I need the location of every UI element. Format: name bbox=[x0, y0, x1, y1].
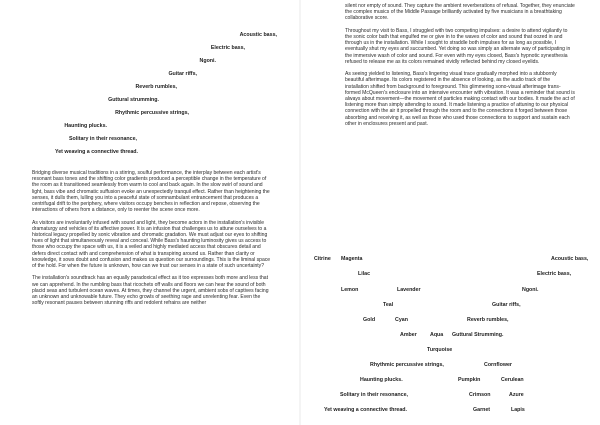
color-word: Pumpkin bbox=[458, 377, 481, 383]
paragraph: Bridging diverse musical traditions in a stirring, soulful performance, the interplay between each artist's resonant bass tones and the shifting color gradients produced a perceptible change in the temperature of the room as it transitioned seamlessly from warm to cool and back again. In the slow swirl of sound and light, bass vibe and chromatic suffusion evoke an unexpectedly tranquil effect. Rather than heightening the senses, it dulls them, lulling you into a peaceful state of somnambulant entrancement that produces a centrifugal drift to the periphery, where visitors occupy benches in reflection and repose, observing the interactions of others from a distance, only to reenter the scene once more. bbox=[32, 170, 270, 214]
paragraph: silent nor empty of sound. They capture the ambient reverberations of refusal. Together, they enunciate the complex musics of the Middle Passage brilliantly activated by five musicians in a breathtaking collaborative score. bbox=[345, 3, 575, 22]
poem-line: Yet weaving a connective thread. bbox=[54, 149, 138, 155]
paragraph: As visitors are involuntarily infused with sound and light, they become actors in the installation's invisible dramaturgy and vehicles of its affective power. It is an infusion that challenges us to attune ourselves to a historical legacy propelled by sonic vibration and chromatic gradation. We must adjust our eyes to shifting hues of light that simultaneously reveal and conceal. While Bass's haunting luminosity gives us access to those who occupy the space with us, it is a veiled and highly mediated access that obscures detail and defers direct contact with and comprehension of what is transpiring around us. Rather than clarity or knowledge, it sows doubt and confusion and makes us question our surroundings. This is the liminal space of the hold. For when the future is unknown, how can we trust our senses in a state of such uncertainty? bbox=[32, 219, 271, 270]
color-word: Cyan bbox=[395, 317, 408, 323]
sound-word: Guitar riffs, bbox=[492, 302, 521, 308]
color-word: Cerulean bbox=[501, 377, 524, 383]
word-cloud bbox=[300, 0, 600, 425]
color-word: Turquoise bbox=[427, 347, 453, 353]
color-word: Lavender bbox=[397, 287, 421, 293]
color-word: Garnet bbox=[473, 407, 491, 413]
sound-word: Yet weaving a connective thread. bbox=[324, 407, 408, 413]
sound-word: Guttural Strumming. bbox=[452, 332, 504, 338]
sound-word: Electric bass, bbox=[537, 271, 572, 277]
right-page bbox=[300, 0, 600, 425]
color-word: Lapis bbox=[511, 407, 525, 413]
color-word: Teal bbox=[383, 302, 394, 308]
poem-line: Acoustic bass, bbox=[239, 32, 277, 38]
paragraph: Throughout my visit to Bass, I struggled with two competing impulses: a desire to attend vigilantly to the sonic color bath that engulfed me or give in to the waves of color and sound that oozed in and through us in the installation. While I sought to straddle both impulses for as long as possible, I eventually shut my eyes and succumbed. Yet doing so was simply an alternate way of participating in the immersive wash of color and sound. For even with my eyes closed, Bass's hypnotic synesthesia refused to release me as its colors remained vividly reflected behind my closed eyelids. bbox=[345, 27, 571, 65]
poem-line: Rhythmic percussive strings, bbox=[115, 110, 189, 116]
color-word: Azure bbox=[509, 392, 524, 398]
poem-line: Solitary in their resonance, bbox=[69, 136, 137, 142]
color-word: Amber bbox=[400, 332, 417, 338]
color-word: Magenta bbox=[341, 256, 363, 262]
sound-word: Solitary in their resonance, bbox=[340, 392, 408, 398]
paragraph: The installation's soundtrack has an equally paradoxical effect as it too expresses both more and less that we can apprehend. In the rumbling bass that ricochets off walls and floors we can hear the sound of both placid seas and turbulent ocean waves. At times, they channel the urgent, ambient sobs of captives facing an unknown and unknowable future. They echo growls of seething rage and unrelenting fear. Even the softly resonant pauses between stunning riffs and redolent refrains are neither bbox=[32, 275, 269, 307]
color-word: Crimson bbox=[469, 392, 491, 398]
sound-word: Reverb rumbles, bbox=[467, 317, 509, 323]
paragraph: As seeing yielded to listening, Bass's lingering visual trace gradually morphed into a stubbornly beautiful afterimage. Its colors registered in the absence of looking, as the audio track of the installation shifted from background to foreground. This glimmering sono-visual afterimage trans-formed McQueen's enclosure into an intensive encounter with vibration. It was a reminder that sound is always about movement—the movement of particles making contact with our bodies. It made the act of listening more than simply attending to sound. It made listening a practice of attuning to our physical connection with the air it propelled through the room and to the connections it forged between those absorbing and receiving it, as well as those who used those connections to support and sustain each other in enclosures present and past. bbox=[345, 71, 575, 127]
poem-line: Ngoni. bbox=[199, 58, 216, 64]
poem-line: Guitar riffs, bbox=[168, 71, 197, 77]
color-word: Cornflower bbox=[484, 362, 512, 368]
color-word: Aqua bbox=[430, 332, 444, 338]
poem-line: Haunting plucks. bbox=[64, 123, 107, 129]
sound-word: Rhythmic percussive strings, bbox=[370, 362, 444, 368]
sound-word: Acoustic bass, bbox=[551, 256, 589, 262]
poem-line: Electric bass, bbox=[210, 45, 245, 51]
sound-word: Ngoni. bbox=[522, 287, 539, 293]
color-word: Citrine bbox=[314, 256, 331, 262]
color-word: Lemon bbox=[341, 287, 359, 293]
opening-poem bbox=[0, 0, 300, 162]
sound-word: Haunting plucks. bbox=[360, 377, 403, 383]
poem-line: Guttural strumming. bbox=[108, 97, 159, 103]
left-body-text bbox=[32, 170, 272, 306]
color-word: Lilac bbox=[358, 271, 371, 277]
color-word: Gold bbox=[363, 317, 376, 323]
poem-line: Reverb rumbles, bbox=[135, 84, 177, 90]
